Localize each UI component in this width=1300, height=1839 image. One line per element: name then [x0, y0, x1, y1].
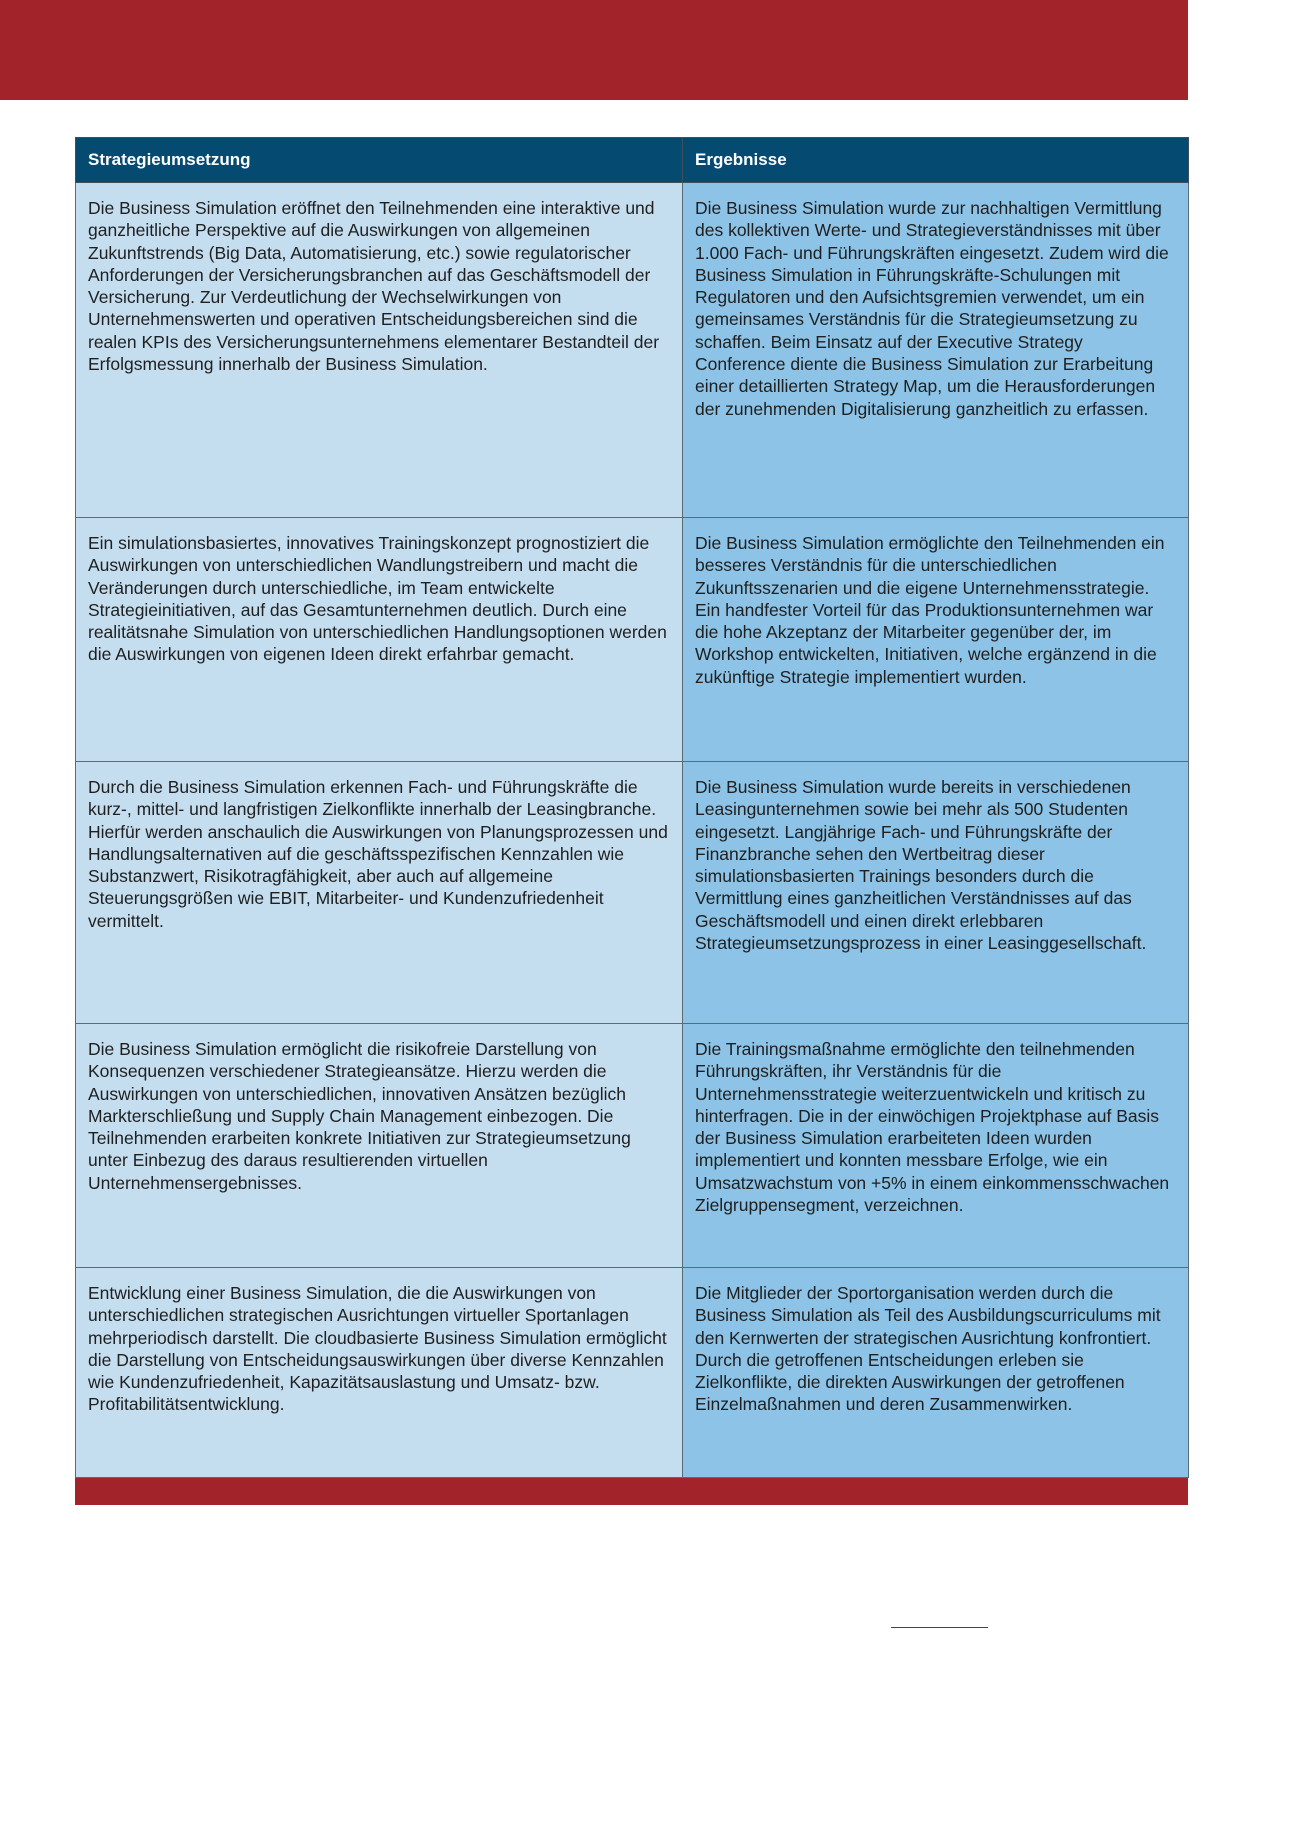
strategy-cell: Ein simulationsbasiertes, innovatives Trainingskonzept prognostiziert die Auswirkungen von unterschiedlichen Wandlungstreibern und macht die Veränderungen durch unterschiedliche, im Team entwickelte Strategieinitiativen, auf das Gesamtunternehmen deutlich. Durch eine realitätsnahe Simulation von unterschiedlichen Handlungsoptionen werden die Auswirkungen von eigenen Ideen direkt erfahrbar gemacht.	[76, 518, 683, 762]
footnote-rule	[891, 1627, 988, 1628]
result-cell: Die Business Simulation ermöglichte den Teilnehmenden ein besseres Verständnis für die unterschiedlichen Zukunftsszenarien und die eigene Unternehmensstrategie. Ein handfester Vorteil für das Produktionsunternehmen war die hohe Akzeptanz der Mitarbeiter gegenüber der, im Workshop entwickelten, Initiativen, welche ergänzend in die zukünftige Strategie implementiert wurden.	[683, 518, 1189, 762]
result-cell: Die Mitglieder der Sportorganisation werden durch die Business Simulation als Teil des Ausbildungscurriculums mit den Kernwerten der strategischen Ausrichtung konfrontiert. Durch die getroffenen Entscheidungen erleben sie Zielkonflikte, die direkten Auswirkungen der getroffenen Einzelmaßnahmen und deren Zusammenwirken.	[683, 1268, 1189, 1478]
strategy-cell: Die Business Simulation ermöglicht die risikofreie Darstellung von Konsequenzen verschiedener Strategieansätze. Hierzu werden die Auswirkungen von unterschiedlichen, innovativen Ansätzen bezüglich Markterschließung und Supply Chain Management einbezogen. Die Teilnehmenden erarbeiten konkrete Initiativen zur Strategieumsetzung unter Einbezug des daraus resultierenden virtuellen Unternehmensergebnisses.	[76, 1024, 683, 1268]
strategy-results-table	[75, 137, 1188, 1505]
table-footer-band	[75, 1478, 1188, 1505]
table-row	[76, 1268, 1189, 1478]
table-header-row	[76, 138, 1189, 183]
header-ergebnisse: Ergebnisse	[683, 138, 1189, 183]
strategy-cell: Durch die Business Simulation erkennen Fach- und Führungskräfte die kurz-, mittel- und langfristigen Zielkonflikte innerhalb der Leasingbranche. Hierfür werden anschaulich die Auswirkungen von Planungsprozessen und Handlungsalternativen auf die geschäftsspezifischen Kennzahlen wie Substanzwert, Risikotragfähigkeit, aber auch auf allgemeine Steuerungsgrößen wie EBIT, Mitarbeiter- und Kundenzufriedenheit vermittelt.	[76, 762, 683, 1024]
result-cell: Die Trainingsmaßnahme ermöglichte den teilnehmenden Führungskräften, ihr Verständnis für die Unternehmensstrategie weiterzuentwickeln und kritisch zu hinterfragen. Die in der einwöchigen Projektphase auf Basis der Business Simulation erarbeiteten Ideen wurden implementiert und konnten messbare Erfolge, wie ein Umsatzwachstum von +5% in einem einkommensschwachen Zielgruppensegment, verzeichnen.	[683, 1024, 1189, 1268]
header-strategieumsetzung: Strategieumsetzung	[76, 138, 683, 183]
result-cell: Die Business Simulation wurde zur nachhaltigen Vermittlung des kollektiven Werte- und Strategieverständnisses mit über 1.000 Fach- und Führungskräften eingesetzt. Zudem wird die Business Simulation in Führungskräfte-Schulungen mit Regulatoren und den Aufsichtsgremien verwendet, um ein gemeinsames Verständnis für die Strategieumsetzung zu schaffen. Beim Einsatz auf der Executive Strategy Conference diente die Business Simulation zur Erarbeitung einer detaillierten Strategy Map, um die Herausforderungen der zunehmenden Digitalisierung ganzheitlich zu erfassen.	[683, 183, 1189, 518]
result-cell: Die Business Simulation wurde bereits in verschiedenen Leasingunternehmen sowie bei mehr als 500 Studenten eingesetzt. Langjährige Fach- und Führungskräfte der Finanzbranche sehen den Wertbeitrag dieser simulationsbasierten Trainings besonders durch die Vermittlung eines ganzheitlichen Verständnisses auf das Geschäftsmodell und einen direkt erlebbaren Strategieumsetzungsprozess in einer Leasinggesellschaft.	[683, 762, 1189, 1024]
table-row	[76, 762, 1189, 1024]
table	[75, 137, 1189, 1478]
table-row	[76, 183, 1189, 518]
strategy-cell: Entwicklung einer Business Simulation, die die Auswirkungen von unterschiedlichen strategischen Ausrichtungen virtueller Sportanlagen mehrperiodisch darstellt. Die cloudbasierte Business Simulation ermöglicht die Darstellung von Entscheidungsauswirkungen über diverse Kennzahlen wie Kundenzufriedenheit, Kapazitätsauslastung und Umsatz- bzw. Profitabilitätsentwicklung.	[76, 1268, 683, 1478]
table-row	[76, 518, 1189, 762]
top-banner	[0, 0, 1188, 100]
strategy-cell: Die Business Simulation eröffnet den Teilnehmenden eine interaktive und ganzheitliche Perspektive auf die Auswirkungen von allgemeinen Zukunftstrends (Big Data, Automatisierung, etc.) sowie regulatorischer Anforderungen der Versicherungsbranchen auf das Geschäftsmodell der Versicherung. Zur Verdeutlichung der Wechselwirkungen von Unternehmenswerten und operativen Entscheidungsbereichen sind die realen KPIs des Versicherungsunternehmens elementarer Bestandteil der Erfolgsmessung innerhalb der Business Simulation.	[76, 183, 683, 518]
table-row	[76, 1024, 1189, 1268]
